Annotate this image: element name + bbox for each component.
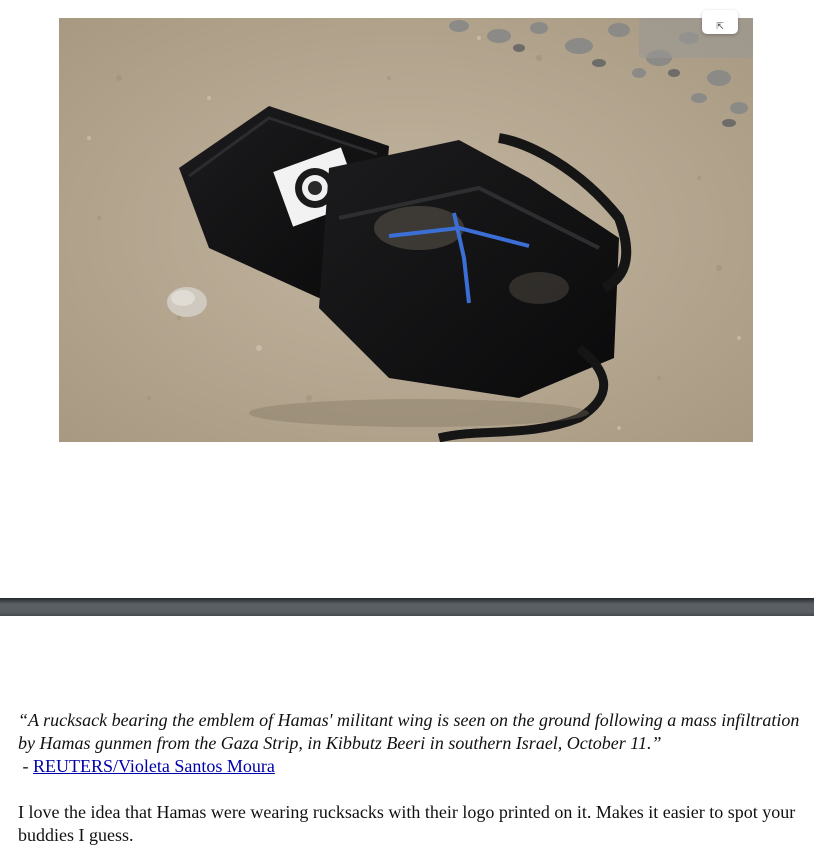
section-divider-bar: [0, 598, 814, 616]
photo-caption: [18, 709, 808, 778]
rucksack-illustration: [59, 18, 753, 442]
rucksack-photo: [59, 18, 753, 442]
caption-quote: “A rucksack bearing the emblem of Hamas' militant wing is seen on the ground following a mass infiltration by Hamas gunmen from the Gaza Strip, in Kibbutz Beeri in southern Israel, October 11.”: [18, 710, 800, 753]
caption-separator: -: [18, 756, 33, 776]
comment-paragraph: I love the idea that Hamas were wearing rucksacks with their logo printed on it. Makes it easier to spot your buddies I guess.: [18, 802, 796, 845]
expand-image-button[interactable]: [702, 10, 738, 34]
expand-corner-icon: ⇱: [716, 22, 724, 32]
photo-credit-link[interactable]: REUTERS/Violeta Santos Moura: [33, 756, 275, 776]
